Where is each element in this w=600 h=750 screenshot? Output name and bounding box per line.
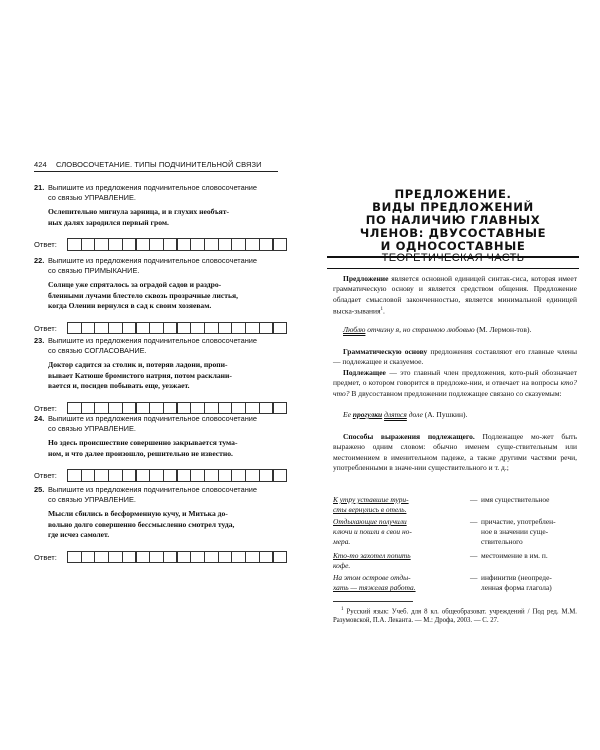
subject-expression-text: Подлежащее мо-жет быть выражено одним словом: обычно именем суще-ствительным или местоимением в именительном падеже, а также другими частями речи, употребленными в значе-нии существительного и т. д.;: [333, 432, 577, 472]
term-grammar-basis: Грамматическую основу: [343, 347, 428, 356]
section-title: ТЕОРЕТИЧЕСКАЯ ЧАСТЬ: [381, 252, 525, 264]
sentence-line: когда Оленин вернулся в сад к своим хозяевам.: [48, 301, 212, 310]
answer-label: Ответ:: [34, 552, 57, 562]
sentence-line: Солнце уже спряталось за оградой садов и раздро-: [48, 280, 222, 289]
definition-line: имя существительное: [481, 495, 550, 504]
answer-cell[interactable]: [204, 551, 219, 564]
answer-cell[interactable]: [245, 469, 260, 482]
answer-cell[interactable]: [190, 402, 205, 415]
example-lermontov: [333, 325, 577, 335]
footnote-text: Русский язык: Учеб. для 8 кл. общеобразоват. учреждений / Под ред. М.М. Разумовской, П.А. Леканта. — М.: Дрофа, 2003. — С. 27.: [333, 608, 577, 625]
task-sentence: [48, 438, 276, 459]
example-sentence: [333, 573, 465, 593]
answer-cell[interactable]: [231, 469, 246, 482]
answer-boxes: [67, 551, 286, 564]
example-line: мера.: [333, 537, 351, 547]
example-line: Кто-то захотел попить: [333, 551, 411, 560]
answer-cell[interactable]: [218, 322, 233, 335]
answer-cell[interactable]: [67, 551, 82, 564]
definition-end: .: [383, 306, 385, 316]
task-instruction: [48, 485, 276, 504]
answer-cell[interactable]: [231, 551, 246, 564]
answer-cell[interactable]: [81, 469, 96, 482]
answer-cell[interactable]: [190, 238, 205, 251]
dash: —: [470, 495, 478, 504]
answer-cell[interactable]: [67, 469, 82, 482]
answer-label: Ответ:: [34, 323, 57, 333]
answer-cell[interactable]: [136, 238, 151, 251]
example-predicate-2: длятся: [384, 410, 407, 419]
section-rule-mid: [327, 268, 579, 269]
answer-cell[interactable]: [273, 322, 288, 335]
sentence-line: Доктор садится за столик и, потеряв ладони, пропи-: [48, 360, 228, 369]
answer-cell[interactable]: [218, 402, 233, 415]
dash: —: [470, 517, 478, 526]
answer-cell[interactable]: [81, 322, 96, 335]
task-instruction: [48, 414, 276, 433]
instruction-line: со связью ПРИМЫКАНИЕ.: [48, 265, 140, 275]
answer-cell[interactable]: [67, 402, 82, 415]
answer-label: Ответ:: [34, 403, 57, 413]
example-subject: прогулки: [352, 410, 383, 419]
example-line: сты вернулись в отель.: [333, 505, 407, 515]
answer-row: [34, 322, 278, 335]
example-row: [333, 517, 577, 549]
answer-boxes: [67, 238, 286, 251]
answer-cell[interactable]: [245, 238, 260, 251]
task-sentence: [48, 360, 276, 392]
answer-cell[interactable]: [231, 402, 246, 415]
example-author: (М. Лермон-тов).: [474, 325, 532, 334]
answer-cell[interactable]: [122, 238, 137, 251]
answer-cell[interactable]: [204, 469, 219, 482]
example-author-2: (А. Пушкин).: [422, 410, 468, 419]
answer-cell[interactable]: [94, 469, 109, 482]
answer-cell[interactable]: [259, 402, 274, 415]
answer-cell[interactable]: [163, 402, 178, 415]
instruction-line: Выпишите из предложения подчинительное словосочетание: [48, 485, 258, 494]
answer-cell[interactable]: [136, 551, 151, 564]
answer-cell[interactable]: [204, 402, 219, 415]
example-sentence: [333, 551, 465, 571]
answer-cell[interactable]: [94, 402, 109, 415]
answer-cell[interactable]: [94, 322, 109, 335]
sentence-line: вольно долго совершенно бессмысленно смотрел туда,: [48, 519, 235, 529]
footnote-ref: 1: [380, 306, 384, 312]
answer-cell[interactable]: [273, 402, 288, 415]
answer-cell[interactable]: [163, 238, 178, 251]
term-sentence: Предложение: [343, 274, 389, 283]
definition-line: инфинитив (неопреде-: [481, 573, 552, 582]
definition-line: причастие, употреблен-: [481, 517, 556, 526]
answer-cell[interactable]: [149, 402, 164, 415]
example-word-2: доле: [406, 410, 423, 419]
instruction-line: со связью УПРАВЛЕНИЕ.: [48, 192, 136, 202]
example-definition: [481, 551, 577, 561]
footnote-mark: 1: [341, 607, 344, 612]
answer-cell[interactable]: [108, 469, 123, 482]
answer-cell[interactable]: [163, 322, 178, 335]
example-word: Ее: [343, 410, 353, 419]
dash: —: [470, 573, 478, 582]
chapter-title-line: ПО НАЛИЧИЮ ГЛАВНЫХ: [365, 213, 541, 227]
answer-cell[interactable]: [190, 322, 205, 335]
instruction-line: со связью УПРАВЛЕНИЕ.: [48, 494, 136, 504]
answer-cell[interactable]: [149, 469, 164, 482]
answer-row: [34, 402, 278, 415]
example-definition: [481, 573, 577, 593]
task-sentence: [48, 207, 276, 228]
answer-cell[interactable]: [122, 551, 137, 564]
instruction-line: Выпишите из предложения подчинительное словосочетание: [48, 256, 258, 265]
example-sentence: [333, 495, 465, 515]
answer-cell[interactable]: [136, 402, 151, 415]
answer-cell[interactable]: [163, 551, 178, 564]
example-line: К утру уставшие тури-: [333, 495, 409, 504]
example-row: [333, 495, 577, 517]
chapter-title-line: ПРЕДЛОЖЕНИЕ.: [394, 187, 512, 201]
example-line: ключи и пошли в свои но-: [333, 527, 412, 537]
answer-cell[interactable]: [149, 322, 164, 335]
answer-cell[interactable]: [273, 551, 288, 564]
instruction-line: Выпишите из предложения подчинительное словосочетание: [48, 414, 258, 423]
definition-sentence: [333, 274, 577, 317]
sentence-line: где исчез самолет.: [48, 530, 110, 539]
answer-cell[interactable]: [108, 551, 123, 564]
footnote: [333, 605, 577, 625]
answer-cell[interactable]: [231, 322, 246, 335]
example-line: На этом острове отды-: [333, 573, 411, 582]
answer-boxes: [67, 322, 286, 335]
answer-cell[interactable]: [163, 469, 178, 482]
term-subject: Подлежащее: [343, 368, 386, 377]
instruction-line: со связью СОГЛАСОВАНИЕ.: [48, 345, 147, 355]
answer-cell[interactable]: [177, 322, 192, 335]
answer-boxes: [67, 402, 286, 415]
task-instruction: [48, 256, 276, 275]
answer-cell[interactable]: [218, 238, 233, 251]
subject-expression-paragraph: [333, 432, 577, 473]
sentence-line: Но здесь происшествие совершенно закрывается тума-: [48, 438, 238, 447]
answer-cell[interactable]: [204, 238, 219, 251]
answer-cell[interactable]: [177, 402, 192, 415]
example-line: хать — тяжелая работа.: [333, 583, 416, 593]
sentence-line: ных далях зародился первый гром.: [48, 217, 169, 227]
answer-cell[interactable]: [81, 551, 96, 564]
answer-cell[interactable]: [81, 402, 96, 415]
definition-text: является основной единицей синтак-сиса, которая имеет грамматическую основу и является средством общения. Предложение обладает смысловой законченностью, является минимальной единицей выска-зывания: [333, 274, 577, 316]
sentence-line: Ослепительно мигнула зарница, и в глухих необъят-: [48, 207, 230, 216]
answer-cell[interactable]: [177, 469, 192, 482]
answer-row: [34, 469, 278, 482]
answer-label: Ответ:: [34, 471, 57, 480]
answer-cell[interactable]: [245, 551, 260, 564]
answer-cell[interactable]: [67, 238, 82, 251]
task-sentence: [48, 509, 276, 541]
answer-cell[interactable]: [149, 551, 164, 564]
answer-cell[interactable]: [136, 322, 151, 335]
grammar-basis-paragraph: [333, 347, 577, 368]
sentence-line: бленными лучами блестело сквозь прозрачные листья,: [48, 290, 239, 300]
task-sentence: [48, 280, 276, 312]
answer-cell[interactable]: [81, 238, 96, 251]
task-number: 22.: [34, 256, 45, 265]
term-subject-expression: Способы выражения подлежащего.: [343, 432, 475, 441]
chapter-title-line: ЧЛЕНОВ: ДВУСОСТАВНЫЕ: [359, 226, 547, 240]
footnote-rule: [333, 601, 413, 602]
running-title: СЛОВОСОЧЕТАНИЕ. ТИПЫ ПОДЧИНИТЕЛЬНОЙ СВЯЗИ: [56, 160, 262, 169]
definition-line: ствительного: [481, 537, 523, 547]
example-pushkin: [333, 410, 577, 420]
answer-cell[interactable]: [231, 238, 246, 251]
answer-cell[interactable]: [259, 469, 274, 482]
answer-cell[interactable]: [204, 322, 219, 335]
sentence-line: вывает Катюше бромистого натрия, потом расклани-: [48, 370, 232, 380]
header-rule: [34, 171, 278, 172]
answer-cell[interactable]: [245, 322, 260, 335]
answer-cell[interactable]: [177, 551, 192, 564]
right-page: [303, 0, 600, 750]
task-number: 23.: [34, 336, 45, 345]
chapter-title-line: ВИДЫ ПРЕДЛОЖЕНИЙ: [372, 200, 534, 214]
example-line: кофе.: [333, 561, 351, 571]
example-definition: [481, 517, 577, 548]
definition-line: ленная форма глагола): [481, 583, 552, 593]
answer-cell[interactable]: [108, 402, 123, 415]
example-text: отчизну я, но странною любовью: [365, 325, 475, 334]
instruction-line: со связью УПРАВЛЕНИЕ.: [48, 423, 136, 433]
instruction-line: Выпишите из предложения подчинительное словосочетание: [48, 336, 258, 345]
subject-text-2: В двусоставном предложении подлежащее связано со сказуемым:: [349, 388, 562, 398]
example-sentence: [333, 517, 465, 548]
answer-row: [34, 551, 278, 564]
answer-cell[interactable]: [122, 322, 137, 335]
task-number: 24.: [34, 414, 45, 423]
example-line: Отдыхающие получили: [333, 517, 407, 526]
answer-cell[interactable]: [190, 551, 205, 564]
subject-questions: кто? что?: [333, 378, 577, 398]
answer-cell[interactable]: [245, 402, 260, 415]
answer-cell[interactable]: [259, 322, 274, 335]
answer-cell[interactable]: [108, 322, 123, 335]
grammar-basis-text: предложения составляют его главные члены — подлежащее и сказуемое.: [333, 347, 577, 367]
answer-cell[interactable]: [136, 469, 151, 482]
task-number: 21.: [34, 183, 45, 192]
task-instruction: [48, 183, 276, 202]
answer-cell[interactable]: [218, 469, 233, 482]
subject-paragraph: [333, 368, 577, 399]
sentence-line: вается и, посидев побывать еще, уезжает.: [48, 381, 190, 390]
chapter-title: [327, 188, 579, 253]
answer-cell[interactable]: [122, 402, 137, 415]
task-instruction: [48, 336, 276, 355]
definition-line: местоимение в им. п.: [481, 551, 548, 560]
answer-cell[interactable]: [218, 551, 233, 564]
dash: —: [470, 551, 478, 560]
chapter-title-line: И ОДНОСОСТАВНЫЕ: [380, 239, 526, 253]
answer-row: [34, 238, 278, 251]
answer-boxes: [67, 469, 286, 482]
example-row: [333, 551, 577, 573]
sentence-line: Мысли сбились в бесформенную кучу, и Митька до-: [48, 509, 228, 518]
answer-cell[interactable]: [67, 322, 82, 335]
task-number: 25.: [34, 485, 45, 494]
subject-text: — это главный член предложения, кото-рый обозначает предмет, о котором говорится в предложе-нии, и отвечает на вопросы: [333, 368, 577, 388]
answer-cell[interactable]: [108, 238, 123, 251]
answer-cell[interactable]: [259, 238, 274, 251]
example-definition: [481, 495, 577, 505]
answer-cell[interactable]: [273, 238, 288, 251]
page-number: 424: [34, 160, 47, 169]
answer-cell[interactable]: [177, 238, 192, 251]
example-predicate: Люблю: [343, 325, 366, 334]
sentence-line: ном, и что далее произошло, решительно не известно.: [48, 448, 233, 458]
answer-cell[interactable]: [149, 238, 164, 251]
answer-cell[interactable]: [273, 469, 288, 482]
example-row: [333, 573, 577, 595]
answer-cell[interactable]: [122, 469, 137, 482]
answer-cell[interactable]: [259, 551, 274, 564]
answer-cell[interactable]: [94, 551, 109, 564]
answer-cell[interactable]: [190, 469, 205, 482]
answer-cell[interactable]: [94, 238, 109, 251]
answer-label: Ответ:: [34, 240, 57, 249]
definition-line: ное в значении суще-: [481, 527, 549, 537]
instruction-line: Выпишите из предложения подчинительное словосочетание: [48, 183, 258, 192]
